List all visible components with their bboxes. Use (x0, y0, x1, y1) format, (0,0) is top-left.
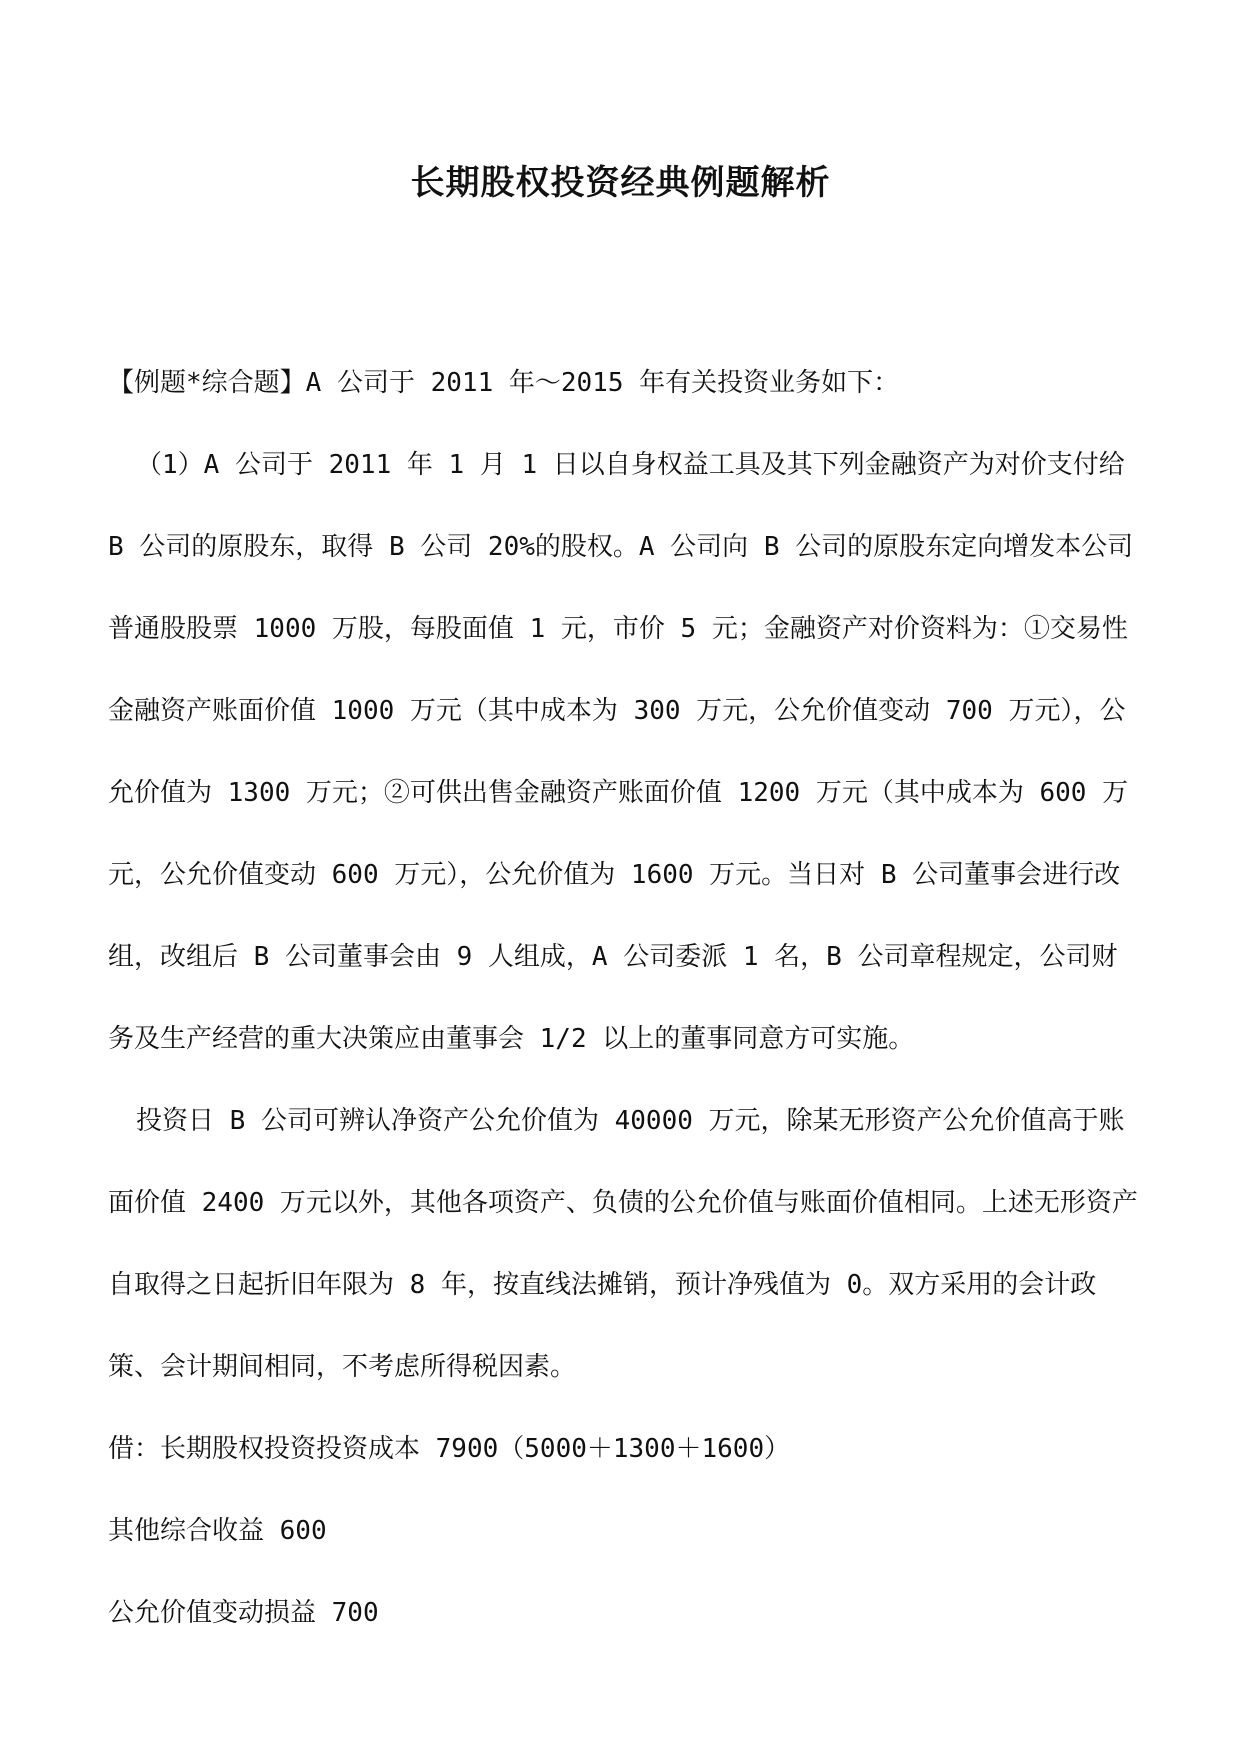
paragraph-2: 投资日 B 公司可辨认净资产公允价值为 40000 万元，除某无形资产公允价值高于账面价值 2400 万元以外，其他各项资产、负债的公允价值与账面价值相同。上述无形资产自取得之日起折旧年限为 8 年，按直线法摊销，预计净残值为 0。双方采用的会计政策、会计期间相同，不考虑所得税因素。 (108, 1106, 1138, 1382)
journal-entry-debit: 借：长期股权投资投资成本 7900（5000＋1300＋1600） (108, 1434, 791, 1464)
journal-entry-other-comprehensive-income: 其他综合收益 600 (108, 1516, 327, 1546)
document-title: 长期股权投资经典例题解析 (410, 163, 831, 203)
document-body (108, 342, 1138, 1654)
intro-paragraph: 【例题*综合题】A 公司于 2011 年～2015 年有关投资业务如下： (108, 368, 900, 398)
journal-entry-fair-value-change: 公允价值变动损益 700 (108, 1598, 379, 1628)
paragraph-1: （1）A 公司于 2011 年 1 月 1 日以自身权益工具及其下列金融资产为对价支付给 B 公司的原股东，取得 B 公司 20%的股权。A 公司向 B 公司的原股东定向增发本公司普通股股票 1000 万股，每股面值 1 元，市价 5 元；金融资产对价资料为：①交易性金融资产账面价值 1000 万元（其中成本为 300 万元，公允价值变动 700 万元），公允价值为 1300 万元；②可供出售金融资产账面价值 1200 万元（其中成本为 600 万元，公允价值变动 600 万元），公允价值为 1600 万元。当日对 B 公司董事会进行改组，改组后 B 公司董事会由 9 人组成，A 公司委派 1 名，B 公司章程规定，公司财务及生产经营的重大决策应由董事会 1/2 以上的董事同意方可实施。 (108, 450, 1134, 1054)
